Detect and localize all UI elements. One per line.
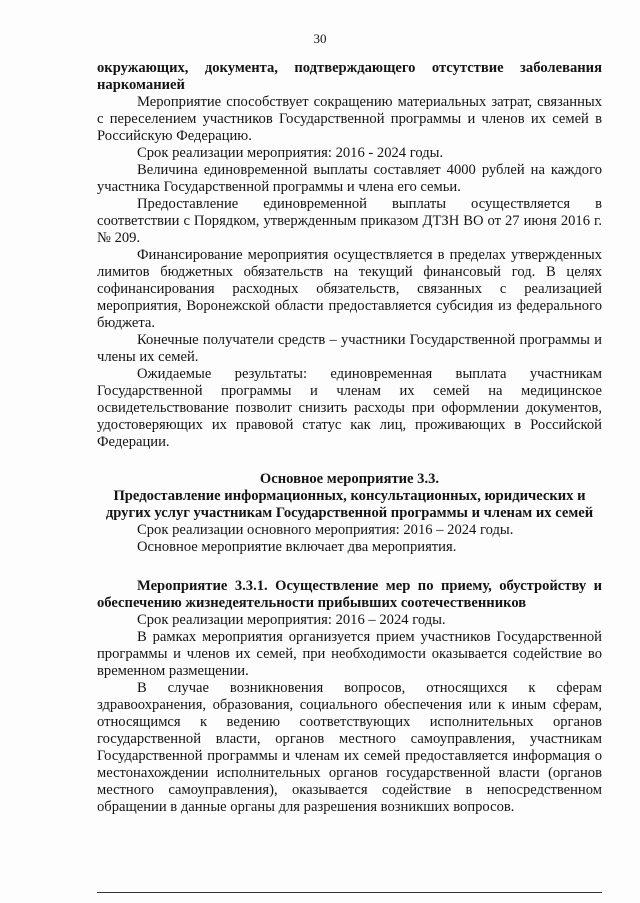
paragraph: Мероприятие способствует сокращению материальных затрат, связанных с переселением участников Государственной программы и членов их семей в Российскую Федерацию. <box>97 94 602 144</box>
paragraph: Финансирование мероприятия осуществляется в пределах утвержденных лимитов бюджетных обязательств на текущий финансовый год. В целях софинансирования расходных обязательств, связанных с реализацией мероприятия, Воронежской области предоставляется субсидия из федерального бюджета. <box>97 247 602 331</box>
paragraph: Основное мероприятие включает два мероприятия. <box>137 539 457 555</box>
paragraph-continued: окружающих, документа, подтверждающего отсутствие заболевания наркоманией <box>97 60 602 93</box>
section-title: Предоставление информационных, консультационных, юридических и других услуг участникам Государственной программы и членам их семей <box>105 488 594 521</box>
paragraph: Конечные получатели средств – участники Государственной программы и члены их семей. <box>97 332 602 365</box>
paragraph: Срок реализации основного мероприятия: 2016 – 2024 годы. <box>137 522 514 538</box>
footer-rule <box>97 892 602 893</box>
paragraph: Срок реализации мероприятия: 2016 - 2024 годы. <box>137 145 444 161</box>
paragraph: Величина единовременной выплаты составляет 4000 рублей на каждого участника Государственной программы и члена его семьи. <box>97 162 602 195</box>
page-number: 30 <box>313 31 327 46</box>
paragraph: Срок реализации мероприятия: 2016 – 2024 годы. <box>137 612 446 628</box>
paragraph: В случае возникновения вопросов, относящихся к сферам здравоохранения, образования, социального обеспечения или к иным сферам, относящимся к ведению соответствующих исполнительных органов государственной власти, органов местного самоуправления, участникам Государственной программы и членам их семей предоставляется информация о местонахождении исполнительных органов государственной власти (органов местного самоуправления), оказывается содействие в непосредственном обращении в данные органы для разрешения возникших вопросов. <box>97 680 602 815</box>
paragraph: Предоставление единовременной выплаты осуществляется в соответствии с Порядком, утвержденным приказом ДТЗН ВО от 27 июня 2016 г. № 209. <box>97 196 602 246</box>
paragraph: В рамках мероприятия организуется прием участников Государственной программы и членов их семей, при необходимости оказывается содействие во временном размещении. <box>97 629 602 679</box>
subsection-heading: Мероприятие 3.3.1. Осуществление мер по приему, обустройству и обеспечению жизнедеятельности прибывших соотечественников <box>97 578 602 611</box>
document-body <box>97 60 602 816</box>
paragraph: Ожидаемые результаты: единовременная выплата участникам Государственной программы и членам их семей на медицинское освидетельствование позволит снизить расходы при оформлении документов, удостоверяющих их правовой статус как лиц, проживающих в Российской Федерации. <box>97 366 602 450</box>
section-heading: Основное мероприятие 3.3. <box>259 471 440 487</box>
